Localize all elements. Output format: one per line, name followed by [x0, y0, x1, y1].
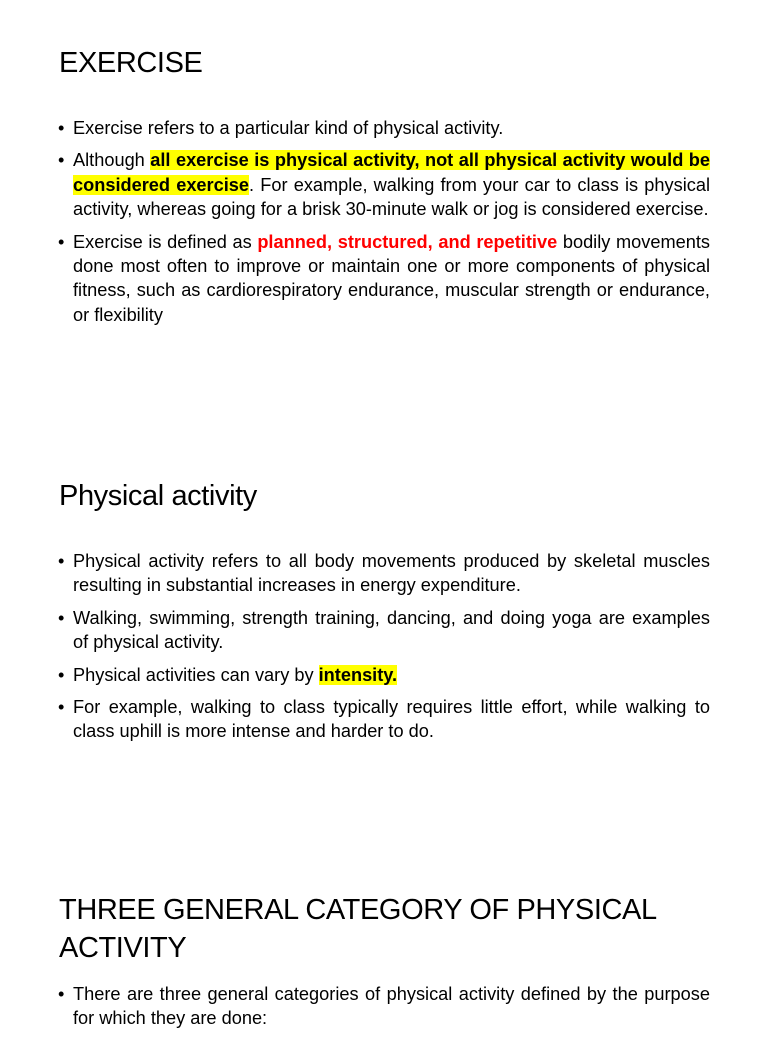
three-categories-bullet-1-text: There are three general categories of physical activity defined by the purpose for which they are done: [73, 984, 710, 1029]
exercise-bullet-3-pre: Exercise is defined as [73, 231, 258, 252]
physical-activity-bullet-1-text: Physical activity refers to all body movements produced by skeletal muscles resulting in substantial increases in energy expenditure. [73, 551, 710, 596]
physical-activity-bullet-list [58, 549, 710, 752]
three-categories-bullet-list [58, 982, 710, 1039]
exercise-title: EXERCISE [59, 47, 203, 79]
physical-activity-bullet-1 [58, 549, 710, 598]
physical-activity-title: Physical activity [59, 480, 257, 512]
physical-activity-bullet-2 [58, 606, 710, 655]
exercise-bullet-1 [58, 116, 710, 140]
physical-activity-bullet-4 [58, 695, 710, 744]
exercise-bullet-list [58, 116, 710, 335]
exercise-bullet-3-post: bodily movements done most often to improve or maintain one or more components of physical fitness, such as cardiorespiratory endurance, muscular strength or endurance, or flexibility [73, 231, 710, 325]
exercise-bullet-2-highlight: all exercise is physical activity, not all physical activity would be considered exercise [73, 150, 710, 195]
exercise-bullet-3-emphasis: planned, structured, and repetitive [257, 231, 558, 252]
three-categories-bullet-1 [58, 982, 710, 1031]
exercise-bullet-3 [58, 230, 710, 328]
physical-activity-bullet-2-text: Walking, swimming, strength training, dancing, and doing yoga are examples of physical activity. [73, 607, 710, 653]
physical-activity-bullet-4-text: For example, walking to class typically requires little effort, while walking to class uphill is more intense and harder to do. [73, 697, 710, 742]
exercise-bullet-1-text: Exercise refers to a particular kind of physical activity. [73, 118, 504, 138]
physical-activity-bullet-3-pre: Physical activities can vary by [73, 664, 319, 685]
physical-activity-bullet-3-highlight: intensity. [318, 664, 398, 685]
exercise-bullet-2-pre: Although [73, 150, 151, 171]
exercise-bullet-2 [58, 148, 710, 221]
physical-activity-bullet-3 [58, 663, 710, 687]
exercise-bullet-2-post: . For example, walking from your car to class is physical activity, whereas going for a brisk 30-minute walk or jog is considered exercise. [73, 174, 710, 220]
three-categories-title: THREE GENERAL CATEGORY OF PHYSICAL ACTIVITY [59, 894, 656, 964]
